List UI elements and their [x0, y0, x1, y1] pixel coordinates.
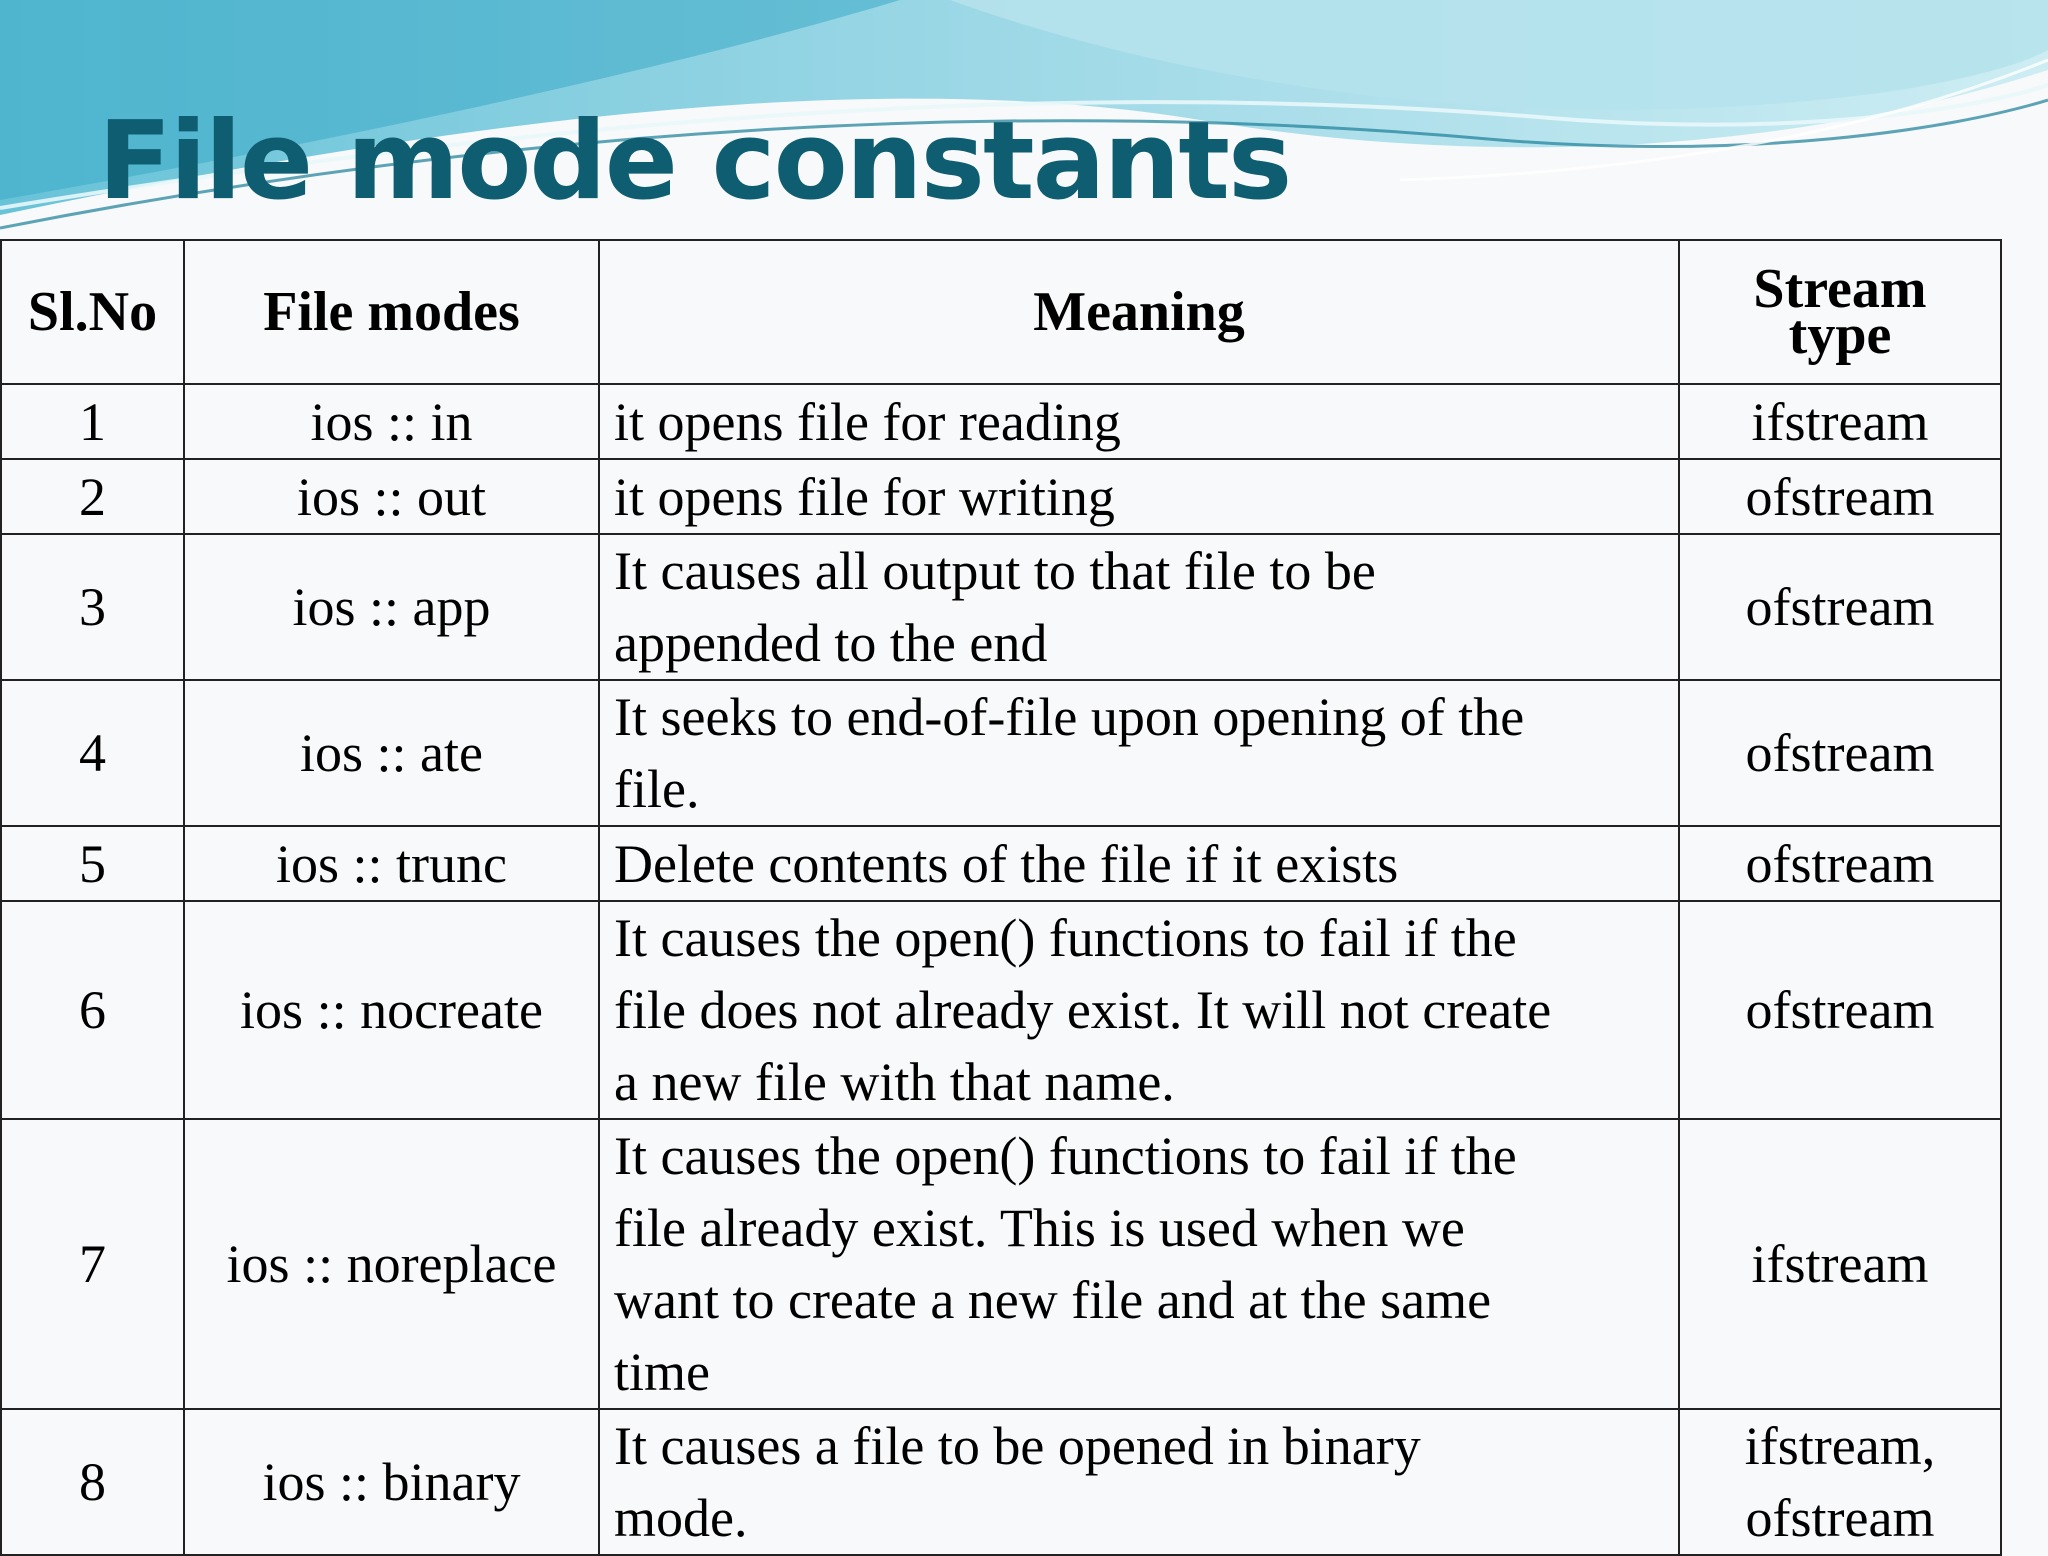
meaning-line: time: [614, 1342, 710, 1402]
meaning-line: mode.: [614, 1488, 748, 1548]
meaning-line: it opens file for writing: [614, 466, 1115, 527]
table-row: [1, 826, 2001, 901]
cell-meaning: [599, 534, 1679, 680]
cell-sl-no: 1: [1, 384, 184, 459]
cell-meaning: [599, 384, 1679, 459]
table-row: [1, 384, 2001, 459]
cell-meaning: [599, 901, 1679, 1119]
table-row: [1, 1409, 2001, 1555]
stream-line: ofstream: [1745, 723, 1935, 783]
meaning-line: It causes the open() functions to fail if the: [614, 1126, 1517, 1186]
cell-stream-type: [1679, 826, 2001, 901]
cell-sl-no: 5: [1, 826, 184, 901]
cell-file-mode: ios :: noreplace: [184, 1119, 599, 1409]
cell-meaning: [599, 680, 1679, 826]
cell-file-mode: ios :: in: [184, 384, 599, 459]
stream-line: ofstream: [1745, 980, 1935, 1040]
cell-stream-type: [1679, 384, 2001, 459]
table-row: [1, 680, 2001, 826]
header-stream-type: [1679, 240, 2001, 384]
meaning-line: a new file with that name.: [614, 1052, 1175, 1112]
file-modes-table: [0, 239, 2002, 1556]
header-sl-no: Sl.No: [1, 240, 184, 384]
cell-file-mode: ios :: trunc: [184, 826, 599, 901]
meaning-line: file already exist. This is used when we: [614, 1198, 1465, 1258]
cell-stream-type: [1679, 680, 2001, 826]
cell-sl-no: 4: [1, 680, 184, 826]
table-row: [1, 459, 2001, 534]
cell-meaning: [599, 1119, 1679, 1409]
cell-sl-no: 3: [1, 534, 184, 680]
meaning-line: It causes all output to that file to be: [614, 541, 1376, 601]
table-row: [1, 534, 2001, 680]
meaning-line: It causes a file to be opened in binary: [614, 1416, 1421, 1476]
cell-meaning: [599, 1409, 1679, 1555]
meaning-line: want to create a new file and at the same: [614, 1270, 1492, 1330]
page-title: File mode constants: [98, 99, 1291, 224]
stream-line: ofstream: [1745, 1488, 1935, 1548]
stream-line: ifstream,: [1744, 1416, 1936, 1476]
cell-sl-no: 2: [1, 459, 184, 534]
meaning-line: file.: [614, 759, 700, 819]
stream-line: ofstream: [1745, 466, 1935, 527]
header-stream-type-line2: type: [1788, 304, 1892, 366]
table-row: [1, 1119, 2001, 1409]
cell-file-mode: ios :: binary: [184, 1409, 599, 1555]
cell-stream-type: [1679, 1409, 2001, 1555]
cell-stream-type: [1679, 459, 2001, 534]
cell-stream-type: [1679, 1119, 2001, 1409]
cell-stream-type: [1679, 901, 2001, 1119]
cell-sl-no: 7: [1, 1119, 184, 1409]
cell-sl-no: 8: [1, 1409, 184, 1555]
cell-stream-type: [1679, 534, 2001, 680]
meaning-line: Delete contents of the file if it exists: [614, 833, 1399, 894]
cell-file-mode: ios :: ate: [184, 680, 599, 826]
meaning-line: It causes the open() functions to fail if the: [614, 908, 1517, 968]
stream-line: ofstream: [1745, 577, 1935, 637]
stream-line: ofstream: [1745, 833, 1935, 894]
cell-file-mode: ios :: nocreate: [184, 901, 599, 1119]
cell-meaning: [599, 459, 1679, 534]
cell-file-mode: ios :: app: [184, 534, 599, 680]
header-meaning: Meaning: [599, 240, 1679, 384]
stream-line: ifstream: [1751, 391, 1929, 452]
cell-file-mode: ios :: out: [184, 459, 599, 534]
table-header-row: [1, 240, 2001, 384]
stream-line: ifstream: [1751, 1234, 1929, 1294]
table-row: [1, 901, 2001, 1119]
header-stream-type-line1: Stream: [1753, 258, 1927, 320]
cell-meaning: [599, 826, 1679, 901]
header-file-modes: File modes: [184, 240, 599, 384]
meaning-line: file does not already exist. It will not create: [614, 980, 1552, 1040]
meaning-line: appended to the end: [614, 613, 1048, 673]
meaning-line: it opens file for reading: [614, 391, 1121, 452]
cell-sl-no: 6: [1, 901, 184, 1119]
meaning-line: It seeks to end-of-file upon opening of the: [614, 687, 1525, 747]
